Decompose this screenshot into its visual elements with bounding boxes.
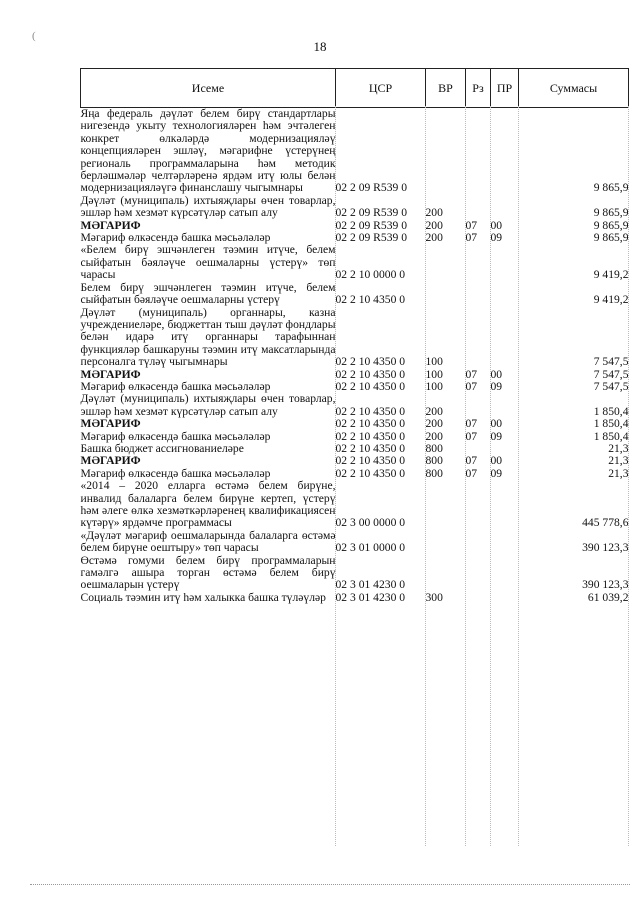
cell-rz <box>466 592 491 604</box>
cell-pr: 00 <box>490 454 503 468</box>
cell-sum: 1 850,4 <box>593 404 629 418</box>
cell-sum: 9 865,9 <box>593 231 629 245</box>
cell-sum: 9 865,9 <box>593 181 629 195</box>
cell-csr: 02 2 10 4350 0 <box>335 417 406 431</box>
cell-sum: 21,3 <box>608 441 629 455</box>
cell-name: Социаль тәэмин итү һәм халыкка башка түләүләр <box>80 590 326 604</box>
cell-vr: 800 <box>425 441 443 455</box>
cell-vr: 300 <box>425 590 443 604</box>
cell-pr: 00 <box>490 417 503 431</box>
column-guide <box>490 106 491 846</box>
cell-vr: 200 <box>425 404 443 418</box>
cell-vr <box>426 282 466 307</box>
cell-vr: 100 <box>425 355 443 369</box>
table-row <box>81 480 629 530</box>
cell-pr <box>491 195 519 220</box>
cell-csr: 02 2 10 4350 0 <box>335 355 406 369</box>
cell-csr: 02 2 10 4350 0 <box>335 429 406 443</box>
cell-vr: 200 <box>425 206 443 220</box>
cell-name: Өстәмә гомуми белем бирү программаларын гамәлгә ашыра торган өстәмә белем бирү оешмаларын үстерү <box>80 553 336 592</box>
cell-name: Дәүләт (муниципаль) ихтыяҗлары өчен товарлар, эшләр һәм хезмәт күрсәтүләр сатып алу <box>80 392 336 418</box>
cell-name: Мәгариф өлкәсендә башка мәсьәләләр <box>80 231 271 245</box>
cell-vr <box>426 480 466 530</box>
margin-mark: ( <box>32 30 36 42</box>
cell-vr: 800 <box>425 466 443 480</box>
cell-rz: 07 <box>465 466 478 480</box>
column-guide <box>518 106 519 846</box>
cell-csr: 02 3 01 4230 0 <box>335 590 406 604</box>
cell-csr: 02 2 10 4350 0 <box>335 404 406 418</box>
cell-name: Яңа федераль дәүләт белем бирү стандартлары нигезендә укыту технологияләрен һәм эчтәлеген конкрет өлкәләрдә модернизацияләү концепцияләрен эшләү, мәгарифне үстерүнең региональ программаларына һәм методик берләшмәләр челтәрләренә ярдәм итү юлы белән модернизацияләүгә финанслашу чыгымнары <box>80 107 336 195</box>
cell-vr <box>426 530 466 555</box>
cell-sum: 7 547,5 <box>593 367 629 381</box>
table-row <box>81 108 629 195</box>
column-guide <box>465 106 466 846</box>
cell-rz: 07 <box>465 367 478 381</box>
table-row <box>81 592 629 604</box>
cell-rz <box>466 393 491 418</box>
cell-pr <box>491 530 519 555</box>
cell-vr: 200 <box>425 231 443 245</box>
cell-sum: 1 850,4 <box>593 417 629 431</box>
cell-pr <box>491 244 519 281</box>
cell-pr <box>491 393 519 418</box>
cell-sum: 9 419,2 <box>593 268 629 282</box>
column-guide <box>628 106 629 846</box>
cell-csr: 02 3 00 0000 0 <box>335 516 406 530</box>
footer-rule <box>30 884 630 885</box>
cell-csr: 02 3 01 0000 0 <box>335 541 406 555</box>
cell-pr: 00 <box>490 218 503 232</box>
cell-rz <box>466 282 491 307</box>
cell-csr: 02 2 09 R539 0 <box>335 218 407 232</box>
cell-vr <box>426 108 466 195</box>
cell-csr: 02 2 09 R539 0 <box>335 231 407 245</box>
cell-rz: 07 <box>465 417 478 431</box>
cell-name: Мәгариф өлкәсендә башка мәсьәләләр <box>80 379 271 393</box>
cell-pr <box>491 592 519 604</box>
cell-csr: 02 3 01 4230 0 <box>335 578 406 592</box>
cell-rz: 07 <box>465 429 478 443</box>
cell-rz <box>466 108 491 195</box>
cell-rz: 07 <box>465 379 478 393</box>
column-header-name: Исеме <box>81 69 336 108</box>
cell-rz <box>466 530 491 555</box>
cell-rz: 07 <box>465 231 478 245</box>
cell-sum: 1 850,4 <box>593 429 629 443</box>
table-row <box>81 244 629 281</box>
cell-pr <box>491 282 519 307</box>
cell-name: МӘГАРИФ <box>80 454 141 468</box>
cell-sum: 9 865,9 <box>593 206 629 220</box>
cell-csr: 02 2 10 4350 0 <box>335 379 406 393</box>
table-row <box>81 455 629 467</box>
table-row <box>81 195 629 220</box>
cell-sum: 9 865,9 <box>593 218 629 232</box>
cell-sum: 61 039,2 <box>587 590 629 604</box>
cell-name: Башка бюджет ассигнованиеләре <box>80 441 244 455</box>
cell-pr: 09 <box>490 231 503 245</box>
cell-vr: 200 <box>425 218 443 232</box>
cell-sum: 390 123,3 <box>582 578 629 592</box>
cell-vr <box>426 555 466 592</box>
cell-rz <box>466 244 491 281</box>
table-row <box>81 530 629 555</box>
table-body <box>81 108 629 605</box>
cell-csr: 02 2 10 0000 0 <box>335 268 406 282</box>
table-row <box>81 555 629 592</box>
budget-table <box>80 68 629 604</box>
cell-csr: 02 2 09 R539 0 <box>335 181 407 195</box>
cell-vr: 800 <box>425 454 443 468</box>
cell-pr: 00 <box>490 367 503 381</box>
cell-csr: 02 2 10 4350 0 <box>335 466 406 480</box>
cell-sum: 7 547,5 <box>593 355 629 369</box>
cell-csr: 02 2 10 4350 0 <box>335 367 406 381</box>
cell-csr: 02 2 09 R539 0 <box>335 206 407 220</box>
cell-name: Мәгариф өлкәсендә башка мәсьәләләр <box>80 429 271 443</box>
column-header-rz: Рз <box>466 69 491 108</box>
cell-sum: 21,3 <box>608 454 629 468</box>
column-guide <box>335 106 336 846</box>
table-row <box>81 418 629 430</box>
cell-pr <box>491 555 519 592</box>
cell-sum: 390 123,3 <box>582 541 629 555</box>
cell-rz <box>466 195 491 220</box>
cell-pr: 09 <box>490 379 503 393</box>
cell-rz: 07 <box>465 218 478 232</box>
cell-name: «2014 – 2020 елларга өстәмә белем бирүне, инвалид балаларга белем бирүне кертеп, үстерү һәм әлеге өлкә хезмәткәрләренең квалификациясен күтәрү» ярдәмче программасы <box>80 479 336 530</box>
page-number: 18 <box>313 39 327 54</box>
cell-name: «Дәүләт мәгариф оешмаларында балаларга өстәмә белем бирүне оештыру» төп чарасы <box>80 528 336 555</box>
cell-pr: 09 <box>490 429 503 443</box>
column-header-csr: ЦСР <box>336 69 426 108</box>
cell-csr: 02 2 10 4350 0 <box>335 454 406 468</box>
cell-vr <box>426 244 466 281</box>
cell-rz <box>466 480 491 530</box>
column-header-pr: ПР <box>491 69 519 108</box>
cell-pr <box>491 108 519 195</box>
cell-vr: 100 <box>425 379 443 393</box>
cell-name: Белем бирү эшчәнлеген тәэмин итүче, белем сыйфатын бәяләүче оешмаларны үстерү <box>80 280 336 307</box>
cell-name: МӘГАРИФ <box>80 417 141 431</box>
cell-sum: 9 419,2 <box>593 293 629 307</box>
cell-name: МӘГАРИФ <box>80 218 141 232</box>
table-row <box>81 282 629 307</box>
column-guide <box>425 106 426 846</box>
cell-name: МӘГАРИФ <box>80 367 141 381</box>
cell-pr: 09 <box>490 466 503 480</box>
cell-sum: 445 778,6 <box>582 516 629 530</box>
table-row <box>81 307 629 369</box>
column-header-sum: Суммасы <box>519 69 629 108</box>
cell-csr: 02 2 10 4350 0 <box>335 293 406 307</box>
cell-sum: 7 547,5 <box>593 379 629 393</box>
cell-vr: 200 <box>425 417 443 431</box>
cell-pr <box>491 480 519 530</box>
cell-vr: 200 <box>425 429 443 443</box>
cell-sum: 21,3 <box>608 466 629 480</box>
cell-rz <box>466 555 491 592</box>
cell-name: «Белем бирү эшчәнлеген тәэмин итүче, белем сыйфатын бәяләүче оешмаларны үстерү» төп чарасы <box>80 243 336 282</box>
table-row <box>81 393 629 418</box>
table-header-row <box>81 69 629 108</box>
column-header-vr: ВР <box>426 69 466 108</box>
cell-name: Мәгариф өлкәсендә башка мәсьәләләр <box>80 466 271 480</box>
cell-vr: 100 <box>425 367 443 381</box>
cell-rz: 07 <box>465 454 478 468</box>
cell-name: Дәүләт (муниципаль) органнары, казна учреждениеләре, бюджеттан тыш дәүләт фондлары белән идарә итү органнары тарафыннан функцияләр башкаруны тәэмин итү максатларында персоналга түләү чыгымнары <box>80 305 336 369</box>
cell-csr: 02 2 10 4350 0 <box>335 441 406 455</box>
cell-name: Дәүләт (муниципаль) ихтыяҗлары өчен товарлар, эшләр һәм хезмәт күрсәтүләр сатып алу <box>80 193 336 220</box>
cell-pr <box>491 307 519 369</box>
cell-rz <box>466 307 491 369</box>
